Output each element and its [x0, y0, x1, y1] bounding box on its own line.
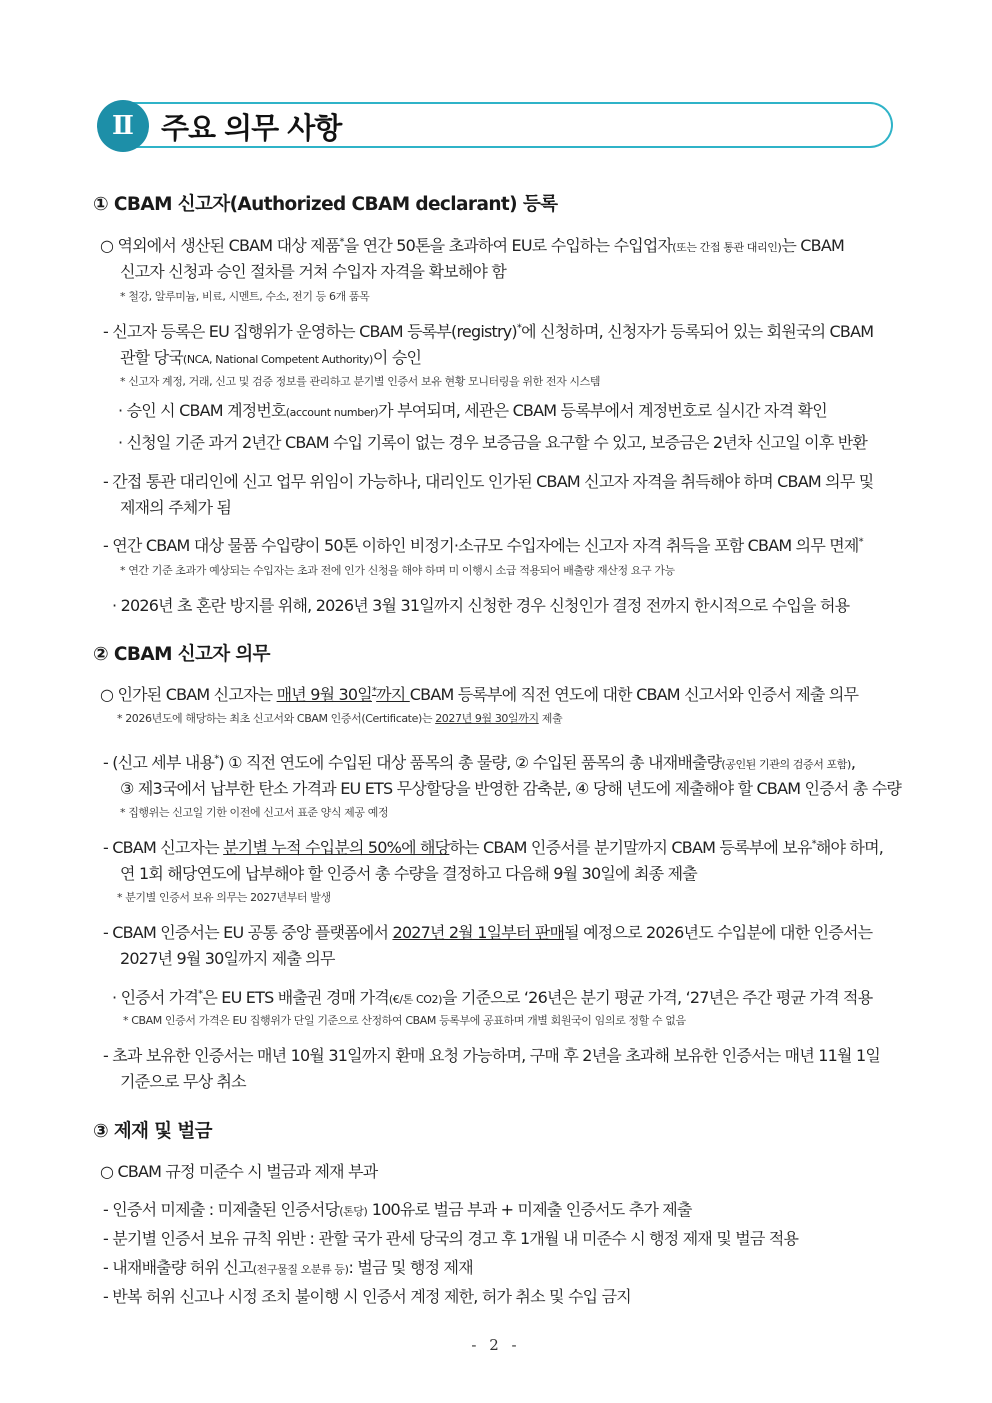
s3-para-2 [103, 1197, 692, 1225]
s2-para-4-line-2: 2027년 9월 30일까지 제출 의무 [120, 949, 335, 968]
text: , [850, 753, 856, 772]
s2-para-2-line-1 [103, 750, 855, 778]
s2-footnote-4: * CBAM 인증서 가격은 EU 집행위가 단일 기준으로 산정하여 CBAM 등록부에 공표하며 개별 회원국이 임의로 정할 수 없음 [123, 1014, 686, 1027]
text: 될 예정으로 2026년도 수입분에 대한 인증서는 [564, 923, 873, 942]
text: * 2026년도에 해당하는 최초 신고서와 CBAM 인증서(Certificate)는 [117, 712, 436, 725]
text: 을 기준으로 ‘26년은 분기 평균 가격, ‘27년은 주간 평균 가격 적용 [442, 988, 873, 1007]
s2-para-5-line-1: - 초과 보유한 인증서는 매년 10월 31일까지 환매 요청 가능하며, 구매 후 2년을 초과해 보유한 인증서는 매년 11월 1일 [103, 1046, 880, 1065]
inline-note: (또는 간접 통관 대리인) [672, 241, 782, 254]
s1-para-3-line-1: - 간접 통관 대리인에 신고 업무 위임이 가능하나, 대리인도 인가된 CBAM 신고자 자격을 취득해야 하며 CBAM 의무 및 [103, 472, 874, 491]
s2-para-5-line-2: 기준으로 무상 취소 [120, 1072, 246, 1091]
text: · 인증서 가격 [112, 988, 199, 1007]
s3-para-5: - 반복 허위 신고나 시정 조치 불이행 시 인증서 계정 제한, 허가 취소 및 수입 금지 [103, 1287, 631, 1306]
underlined-text: 2027년 2월 1일부터 판매 [392, 923, 565, 942]
text: - CBAM 신고자는 [103, 838, 224, 857]
text: 은 EU ETS 배출권 경매 가격 [202, 988, 389, 1007]
text: ) ① 직전 연도에 수입된 대상 품목의 총 물량, ② 수입된 품목의 총 내재배출량 [218, 753, 722, 772]
underlined-text: 까지 [376, 685, 410, 704]
s1-bullet-1 [118, 398, 827, 426]
text: ○ 인가된 CBAM 신고자는 [100, 685, 277, 704]
inline-note: (account number) [285, 406, 379, 419]
text: CBAM 등록부에 직전 연도에 대한 CBAM 신고서와 인증서 제출 의무 [409, 685, 859, 704]
s1-footnote-1: * 철강, 알루미늄, 비료, 시멘트, 수소, 전기 등 6개 품목 [120, 290, 370, 303]
footnote-mark: * [371, 685, 377, 697]
text: - CBAM 인증서는 EU 공통 중앙 플랫폼에서 [103, 923, 393, 942]
section-heading-penalties: ③ 제재 및 벌금 [93, 1121, 212, 1142]
s1-bullet-2: · 신청일 기준 과거 2년간 CBAM 수입 기록이 없는 경우 보증금을 요구할 수 있고, 보증금은 2년차 신고일 이후 반환 [118, 433, 868, 452]
text: : 벌금 및 행정 제재 [348, 1258, 473, 1277]
text: 는 CBAM [781, 236, 844, 255]
text: ○ 역외에서 생산된 CBAM 대상 제품 [100, 236, 340, 255]
s2-para-3-line-2: 연 1회 해당연도에 납부해야 할 인증서 총 수량을 결정하고 다음해 9월 30일에 최종 제출 [120, 864, 697, 883]
text: 해야 하며, [815, 838, 884, 857]
s1-para-4 [103, 533, 863, 559]
text: · 승인 시 CBAM 계정번호 [118, 401, 286, 420]
s1-para-1-line-2: 신고자 신청과 승인 절차를 거쳐 수입자 자격을 확보해야 함 [120, 262, 507, 281]
text: - (신고 세부 내용 [103, 753, 215, 772]
s2-para-2-line-2: ③ 제3국에서 납부한 탄소 가격과 EU ETS 무상할당을 반영한 감축분, ④ 당해 년도에 제출해야 할 CBAM 인증서 총 수량 [120, 779, 902, 798]
text: 에 신청하며, 신청자가 등록되어 있는 회원국의 CBAM [521, 322, 874, 341]
inline-note: (공인된 기관의 검증서 포함) [721, 758, 851, 771]
s1-footnote-2: * 신고자 계정, 거래, 신고 및 검증 정보를 관리하고 분기별 인증서 보유 현황 모니터링을 위한 전자 시스템 [120, 375, 601, 388]
text: - 내재배출량 허위 신고 [103, 1258, 253, 1277]
underlined-text: 2027년 9월 30일까지 [435, 712, 539, 725]
text: 관할 당국 [120, 348, 183, 367]
s3-para-3: - 분기별 인증서 보유 규칙 위반 : 관할 국가 관세 당국의 경고 후 1개월 내 미준수 시 행정 제재 및 벌금 적용 [103, 1229, 799, 1248]
inline-note: (전구물질 오분류 등) [252, 1263, 349, 1276]
footnote-mark: * [516, 322, 522, 334]
inline-note: (톤당) [339, 1205, 368, 1218]
chapter-header [97, 100, 897, 154]
footnote-mark: * [214, 753, 219, 765]
s3-para-4 [103, 1255, 473, 1283]
s1-footnote-3: * 연간 기준 초과가 예상되는 수입자는 초과 전에 인가 신청을 해야 하며 미 이행시 소급 적용되어 배출량 재산정 요구 가능 [120, 564, 675, 577]
chapter-number-badge: Ⅱ [97, 100, 149, 152]
underlined-text: 매년 9월 30일 [276, 685, 372, 704]
text: - 연간 CBAM 대상 물품 수입량이 50톤 이하인 비정기·소규모 수입자에는 신고자 자격 취득을 포함 CBAM 의무 면제 [103, 536, 859, 555]
s1-para-3-line-2: 제재의 주체가 됨 [120, 498, 232, 517]
s1-para-2-line-1 [103, 319, 873, 345]
footnote-mark: * [339, 236, 344, 248]
s3-para-1: ○ CBAM 규정 미준수 시 벌금과 제재 부과 [100, 1162, 378, 1181]
s2-footnote-1 [117, 711, 562, 727]
inline-note: (NCA, National Competent Authority) [182, 353, 373, 366]
footnote-mark: * [198, 988, 203, 1000]
footnote-mark: * [858, 536, 863, 548]
s2-footnote-2: * 집행위는 신고일 기한 이전에 신고서 표준 양식 제공 예정 [120, 806, 389, 819]
s1-bullet-3: · 2026년 초 혼란 방지를 위해, 2026년 3월 31일까지 신청한 경우 신청인가 결정 전까지 한시적으로 수입을 허용 [112, 596, 850, 615]
underlined-text: 분기별 누적 수입분의 50%에 해당 [223, 838, 450, 857]
text: - 인증서 미제출 : 미제출된 인증서당 [103, 1200, 340, 1219]
text: 제출 [538, 712, 563, 725]
s2-para-4-line-1 [103, 920, 872, 946]
text: 을 연간 50톤을 초과하여 EU로 수입하는 수입업자 [343, 236, 673, 255]
text: 하는 CBAM 인증서를 분기말까지 CBAM 등록부에 보유 [449, 838, 812, 857]
s1-para-1-line-1 [100, 233, 844, 261]
page-number: - 2 - [471, 1336, 521, 1354]
inline-note: (€/톤 CO2) [388, 993, 443, 1006]
section-heading-obligations: ② CBAM 신고자 의무 [93, 644, 270, 665]
chapter-title: 주요 의무 사항 [161, 111, 342, 145]
text: - 신고자 등록은 EU 집행위가 운영하는 CBAM 등록부(registry) [103, 322, 517, 341]
s2-footnote-3: * 분기별 인증서 보유 의무는 2027년부터 발생 [117, 891, 331, 904]
text: 이 승인 [372, 348, 422, 367]
text: 100유로 벌금 부과 + 미제출 인증서도 추가 제출 [367, 1200, 692, 1219]
s2-bullet-1 [112, 985, 872, 1013]
s2-para-3-line-1 [103, 835, 883, 861]
footnote-mark: * [811, 838, 816, 850]
s2-para-1 [100, 682, 858, 708]
section-heading-registration: ① CBAM 신고자(Authorized CBAM declarant) 등록 [93, 194, 558, 215]
s1-para-2-line-2 [120, 345, 421, 373]
text: 가 부여되며, 세관은 CBAM 등록부에서 계정번호로 실시간 자격 확인 [378, 401, 827, 420]
